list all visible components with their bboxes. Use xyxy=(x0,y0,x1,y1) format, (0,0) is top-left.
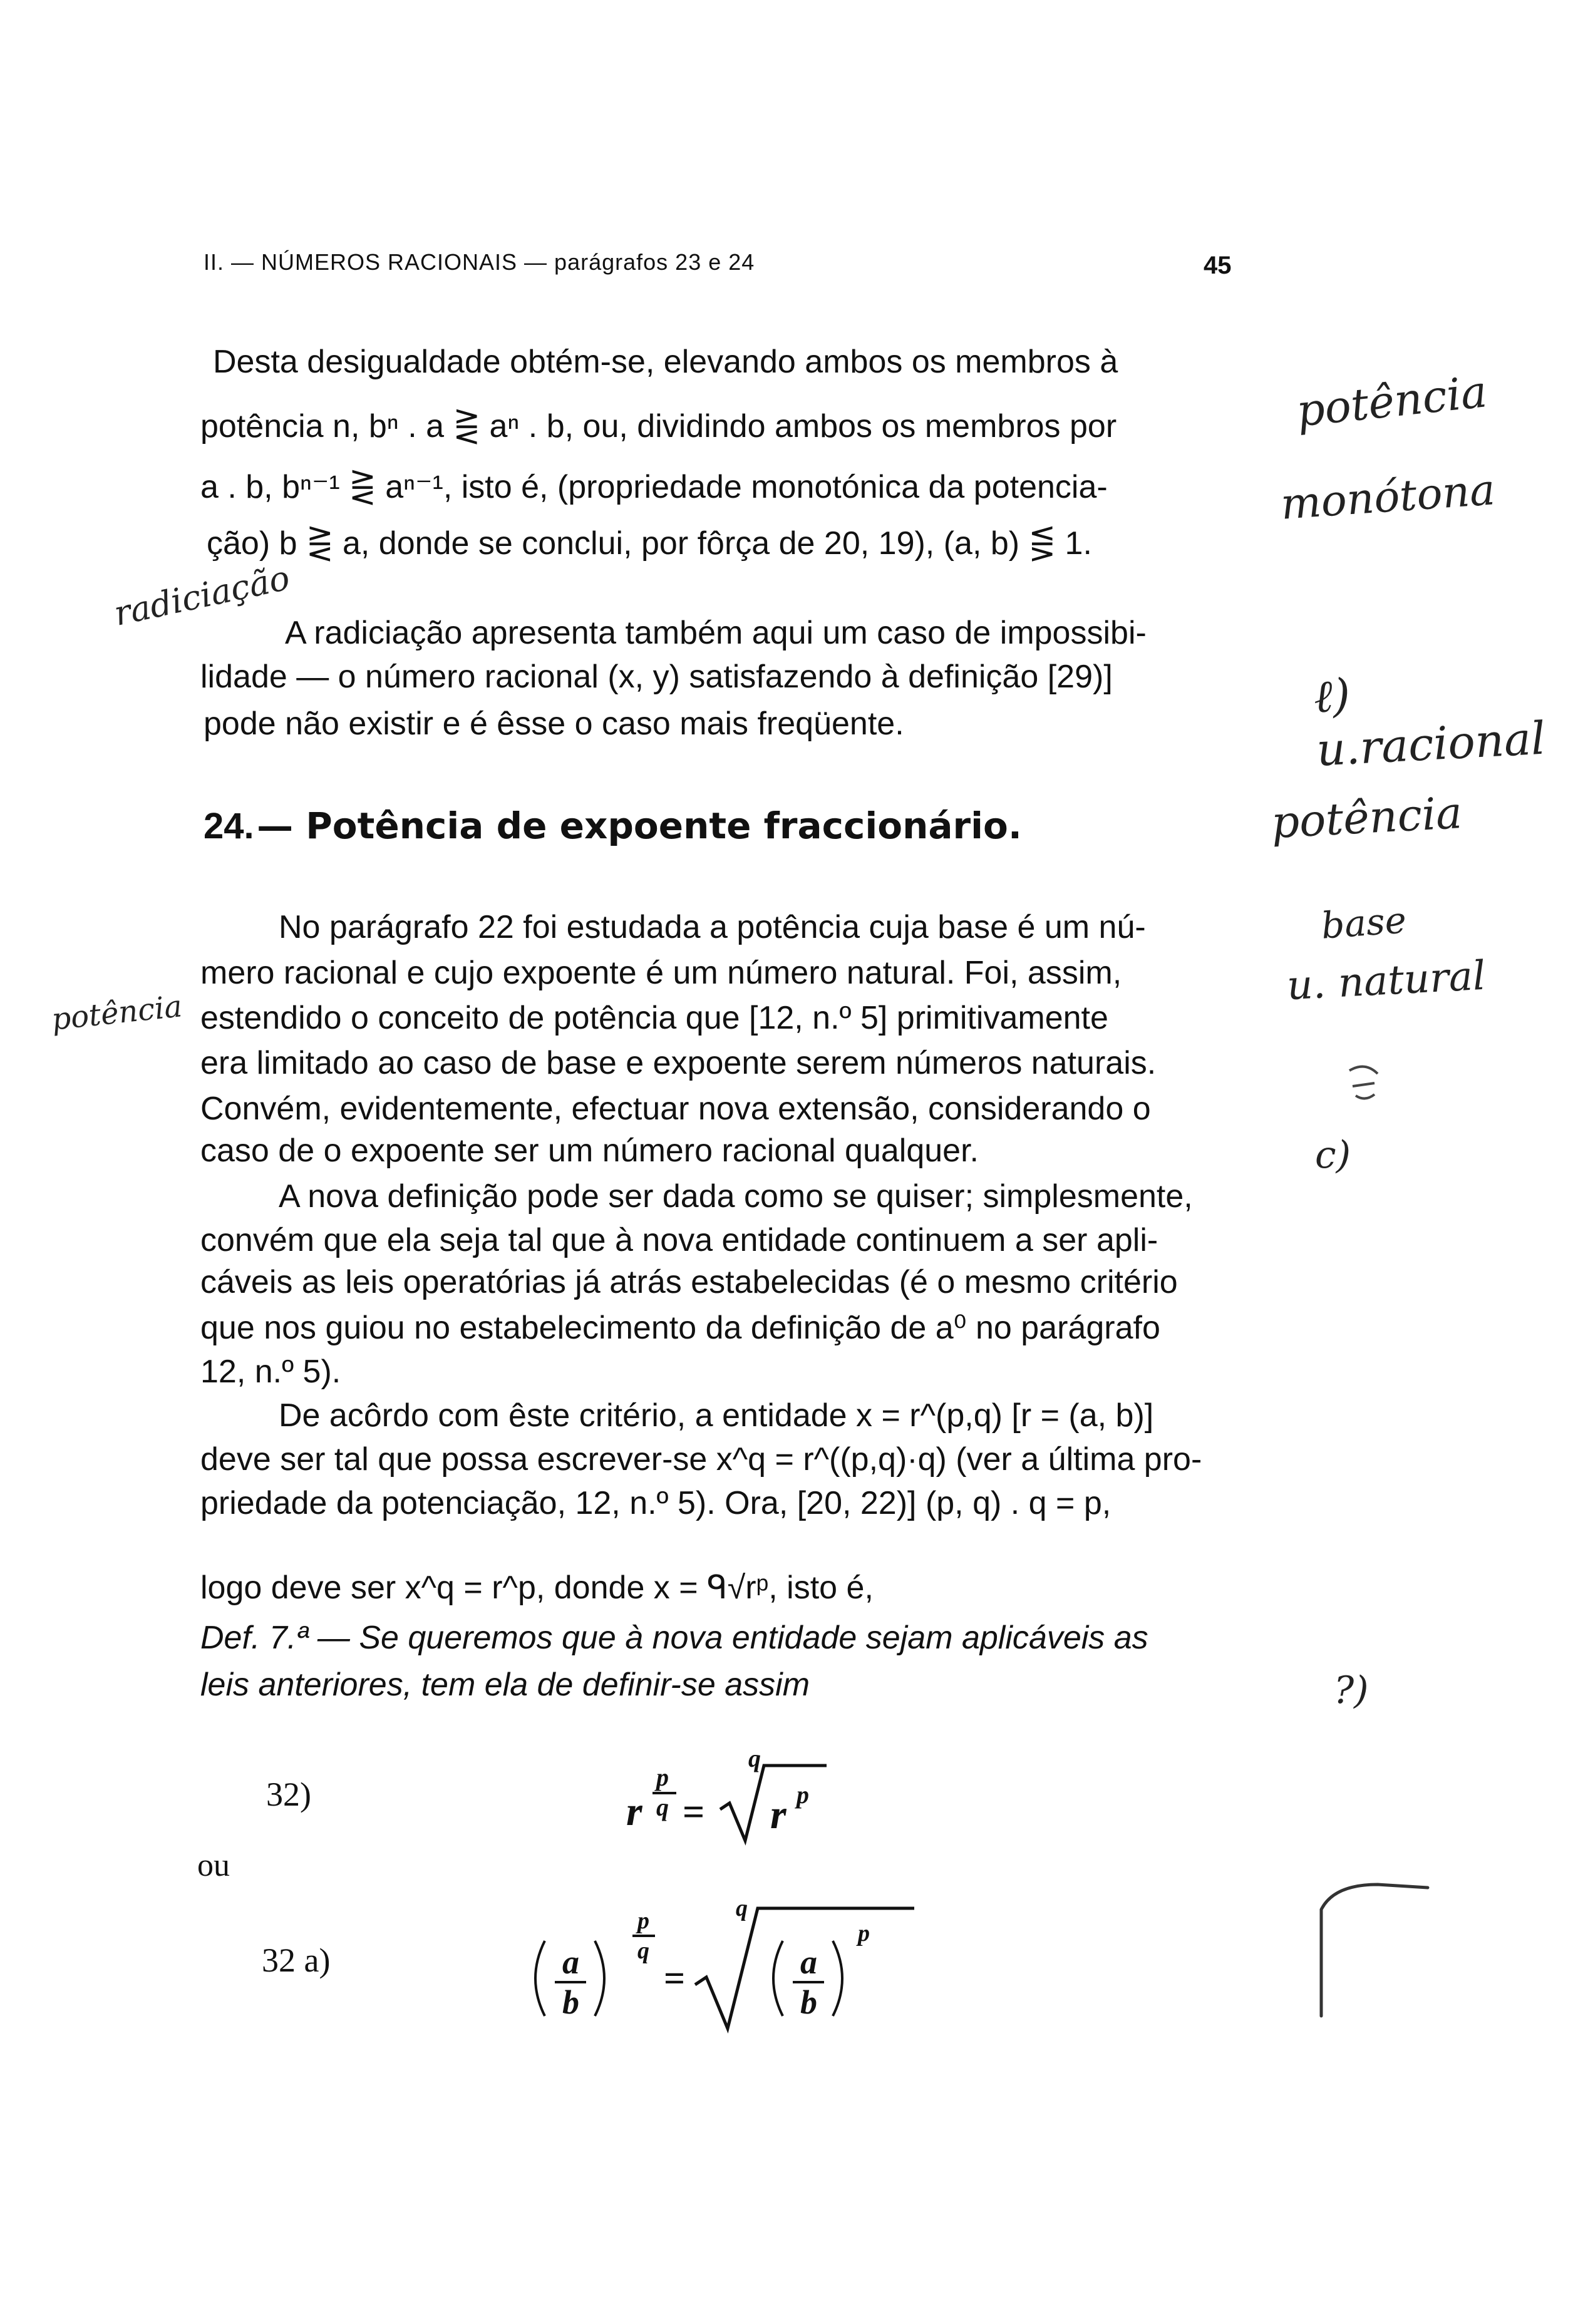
section-line-15: logo deve ser x^q = r^p, donde x = ᑫ√rᵖ, isto é, xyxy=(200,1570,874,1606)
margin-note-potencia-1: potência xyxy=(1294,366,1490,437)
eq2-frac-num: a xyxy=(562,1943,579,1981)
eq1-root-index: q xyxy=(748,1744,761,1772)
margin-scribble xyxy=(1343,1058,1387,1108)
section-line-10: que nos guiou no estabelecimento da definição de a⁰ no parágrafo xyxy=(200,1310,1160,1346)
margin-note-potencia-left: potência xyxy=(49,989,184,1037)
eq2-exp-den: q xyxy=(637,1938,649,1964)
margin-note-u-racional: ℓ) u.racional xyxy=(1312,668,1547,776)
eq2-rparen xyxy=(595,1941,604,2016)
body-line-7: pode não existir e é êsse o caso mais freqüente. xyxy=(204,706,904,742)
margin-note-c: c) xyxy=(1315,1133,1351,1177)
body-line-4: ção) b ⋛ a, donde se conclui, por fôrça de 20, 19), (a, b) ⋚ 1. xyxy=(207,525,1092,562)
eq2-rad-lparen xyxy=(773,1941,783,2016)
margin-note-radiciacao: radiciação xyxy=(110,558,293,634)
margin-note-potencia-2: potência xyxy=(1270,787,1463,848)
eq2-rad-den: b xyxy=(800,1983,817,2021)
section-line-5: Convém, evidentemente, efectuar nova extensão, considerando o xyxy=(200,1091,1151,1127)
section-line-12: De acôrdo com êste critério, a entidade x = r^(p,q) [r = (a, b)] xyxy=(279,1397,1154,1434)
section-line-8: convém que ela seja tal que à nova entidade continuem a ser apli- xyxy=(200,1222,1158,1258)
margin-note-question: ?) xyxy=(1334,1668,1369,1712)
eq1-radicand-base: r xyxy=(770,1792,786,1838)
eq2-rad-rparen xyxy=(833,1941,842,2016)
equation-label-32a: 32 a) xyxy=(262,1941,331,1979)
section-line-3: estendido o conceito de potência que [12, n.º 5] primitivamente xyxy=(200,1000,1108,1036)
section-line-7: A nova definição pode ser dada como se quiser; simplesmente, xyxy=(279,1178,1193,1215)
section-line-14: priedade da potenciação, 12, n.º 5). Ora, [20, 22)] (p, q) . q = p, xyxy=(200,1485,1111,1521)
page-number: 45 xyxy=(1204,252,1232,279)
section-heading xyxy=(204,805,1022,847)
section-line-17: leis anteriores, tem ela de definir-se assim xyxy=(200,1667,810,1703)
eq2-lparen xyxy=(535,1941,545,2016)
equation-32 xyxy=(614,1740,877,1859)
section-line-11: 12, n.º 5). xyxy=(200,1354,341,1390)
section-line-9: cáveis as leis operatórias já atrás estabelecidas (é o mesmo critério xyxy=(200,1264,1178,1300)
eq2-equals: = xyxy=(664,1958,686,1999)
body-line-1: Desta desigualdade obtém-se, elevando ambos os membros à xyxy=(213,344,1118,380)
section-number: 24. xyxy=(204,806,254,846)
body-line-2: potência n, bⁿ . a ⋛ aⁿ . b, ou, dividindo ambos os membros por xyxy=(200,408,1117,445)
eq2-root-index: q xyxy=(736,1895,748,1921)
connector-ou: ou xyxy=(197,1848,230,1883)
eq2-rad-num: a xyxy=(800,1943,817,1981)
section-line-6: caso de o expoente ser um número racional qualquer. xyxy=(200,1133,979,1169)
margin-note-u-natural: u. natural xyxy=(1286,952,1487,1010)
section-line-13: deve ser tal que possa escrever-se x^q = r^((p,q)·q) (ver a última pro- xyxy=(200,1441,1202,1478)
eq2-exp-num: p xyxy=(637,1908,649,1934)
section-line-16: Def. 7.ª — Se queremos que à nova entidade sejam aplicáveis as xyxy=(200,1620,1148,1656)
section-line-2: mero racional e cujo expoente é um número natural. Foi, assim, xyxy=(200,955,1122,991)
body-line-6: lidade — o número racional (x, y) satisfazendo à definição [29)] xyxy=(200,659,1113,695)
section-title: — Potência de expoente fraccionário. xyxy=(257,805,1022,847)
eq1-radicand-exp: p xyxy=(797,1781,809,1809)
body-line-3: a . b, bⁿ⁻¹ ⋛ aⁿ⁻¹, isto é, (propriedade monotónica da potencia- xyxy=(200,469,1108,505)
eq1-lhs-base: r xyxy=(626,1789,642,1834)
equation-label-32: 32) xyxy=(266,1776,311,1813)
eq1-equals: = xyxy=(683,1791,705,1834)
margin-note-base: base xyxy=(1319,898,1408,947)
running-title: II. — NÚMEROS RACIONAIS — parágrafos 23 e 24 xyxy=(204,249,755,275)
equation-32a xyxy=(513,1891,939,2041)
eq2-frac-den: b xyxy=(562,1983,579,2021)
eq2-rad-exp: p xyxy=(858,1920,870,1946)
margin-bracket-drawing xyxy=(1309,1872,1434,2022)
section-line-1: No parágrafo 22 foi estudada a potência cuja base é um nú- xyxy=(279,909,1146,945)
section-line-4: era limitado ao caso de base e expoente serem números naturais. xyxy=(200,1045,1157,1081)
body-line-5: A radiciação apresenta também aqui um caso de impossibi- xyxy=(285,615,1147,651)
eq1-exp-den: q xyxy=(656,1793,669,1821)
eq1-exp-num: p xyxy=(656,1763,669,1791)
margin-note-monotona: monótona xyxy=(1279,465,1497,530)
